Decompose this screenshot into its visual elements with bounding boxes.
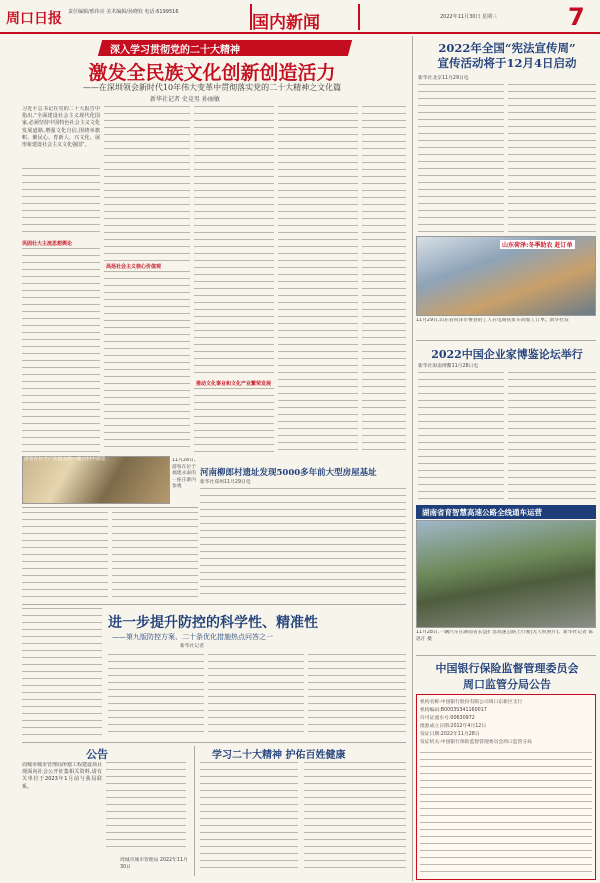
ribbon-label: 深入学习贯彻党的二十大精神 — [110, 45, 240, 56]
bank-text — [420, 752, 592, 872]
lead-subtitle: ——在深圳领会新时代10年伟大变革中贯彻落实党的二十大精神之文化篇 — [82, 83, 342, 92]
lead-text-block — [278, 106, 358, 454]
bank-item: 发证机关:中国银行保险监督管理委员会周口监管分局 — [420, 740, 532, 745]
forum-headline: 2022中国企业家博鉴论坛举行 — [431, 348, 583, 361]
factory-caption: 11月29日,山东省荷泽市曹县的工人在电商扶贫车间加工订单。新华社发 — [416, 318, 569, 323]
lead-headline: 激发全民族文化创新创造活力 — [88, 62, 336, 84]
henan-dateline: 新华社郑州11月29日电 — [200, 480, 251, 485]
column-divider — [412, 36, 413, 881]
lead-byline: 新华社记者 史竞男 孙丽敏 — [150, 96, 220, 103]
right-headline-1: 2022年全国“宪法宣传周” — [438, 41, 576, 55]
divider — [194, 746, 195, 876]
editor-meta: 责任编辑/邢伟亮 美术编辑/孙晓钦 电话:6199516 — [68, 9, 179, 15]
highway-photo — [416, 520, 596, 628]
law-text — [200, 762, 298, 874]
page-number: 7 — [568, 3, 585, 31]
right-text — [508, 84, 596, 232]
bank-item: 发证日期:2022年11月28日 — [420, 732, 480, 737]
lead-text-block — [194, 388, 274, 454]
law-headline: 学习二十大精神 护佑百姓健康 — [212, 750, 346, 761]
lead-text-block — [22, 168, 100, 238]
fk-text — [308, 654, 406, 738]
lead-text-block — [362, 106, 406, 454]
fk-byline: 新华社记者 — [180, 644, 204, 649]
photo-caption-1: 游客在位于广东韶关的一座古村中游览 — [24, 457, 106, 462]
fk-subtitle: ——第九版防控方案、二十条优化措施热点问答之一 — [112, 633, 273, 641]
lead-text-block — [194, 106, 274, 376]
henan-headline: 河南柳郎村遗址发现5000多年前大型房屋基址 — [200, 468, 377, 478]
divider — [416, 340, 596, 341]
fk-text — [108, 654, 204, 738]
divider — [416, 655, 596, 656]
lead-heading-1: 巩固壮大主流思想舆论 — [22, 241, 73, 247]
text-block — [22, 512, 108, 600]
fk-text — [208, 654, 304, 738]
notice-date: 周城市城市管理局 2022年11月30日 — [120, 858, 188, 870]
bank-item: 批准成立日期:2012年4月12日 — [420, 724, 487, 729]
notice-body: 周城市城市管理局所辖工程建设项目现面向社会公开征集相关资料,请有关单位于2023年1月前与我局联系。 — [22, 762, 102, 790]
right-dateline: 新华社北京11月29日电 — [418, 76, 469, 81]
law-text — [304, 762, 406, 874]
lead-paragraph: 习近平总书记在党的二十大报告中指出,“全面建设社会主义现代化国家,必须坚持中国特色社会主义文化发展道路,增强文化自信,围绕举旗帜、聚民心、育新人、兴文化、展形象建设社会主义文化强国”。 — [22, 106, 100, 149]
divider — [22, 604, 406, 605]
bank-item: 机构名称:中国银行股份有限公司周口东新区支行 — [420, 700, 523, 705]
henan-text — [200, 488, 406, 600]
bank-item: 许可证流水号:00630972 — [420, 716, 475, 721]
lead-heading-2: 高扬社会主义核心价值观 — [106, 264, 162, 270]
forum-dateline: 新华社海南博鳌11月28日电 — [418, 364, 479, 369]
lead-text-block — [104, 106, 190, 261]
bank-headline-2: 周口监管分局公告 — [463, 678, 551, 691]
notice-text — [106, 762, 186, 852]
text-block — [112, 512, 198, 600]
divider — [22, 742, 406, 743]
fk-headline: 进一步提升防控的科学性、精准性 — [108, 615, 318, 631]
lead-text-block — [22, 248, 100, 453]
bank-headline-1: 中国银行保险监督管理委员会 — [435, 662, 579, 675]
lead-text-block — [104, 271, 190, 451]
issue-date: 2022年11月30日 星期三 — [440, 14, 498, 20]
forum-text — [508, 372, 596, 502]
highway-caption: 11月28日,一辆汽车在湖南省长益扩容高速公路上行驶(无人机照片)。新华社记者 陈思汗 摄 — [416, 630, 594, 642]
right-headline-2: 宣传活动将于12月4日启动 — [437, 56, 577, 70]
section-title: 国内新闻 — [252, 13, 320, 33]
lead-heading-3: 推动文化事业和文化产业繁荣发展 — [196, 381, 272, 387]
fk-text — [22, 608, 102, 738]
highway-headline: 湖南省育智慧高速公路全线通车运营 — [422, 508, 542, 517]
right-text — [418, 84, 504, 232]
photo-caption-2: 11月28日,游客在位于福建永泰的一座庄寨内参观 — [172, 458, 196, 489]
notice-title: 公告 — [86, 748, 108, 761]
newspaper-logo: 周口日报 — [6, 11, 62, 27]
divider — [22, 507, 198, 508]
factory-photo-label: 山东荷泽:冬季助农 赶订单 — [502, 242, 573, 249]
forum-text — [418, 372, 504, 502]
bank-item: 机构编码:B0003S341160017 — [420, 708, 487, 713]
